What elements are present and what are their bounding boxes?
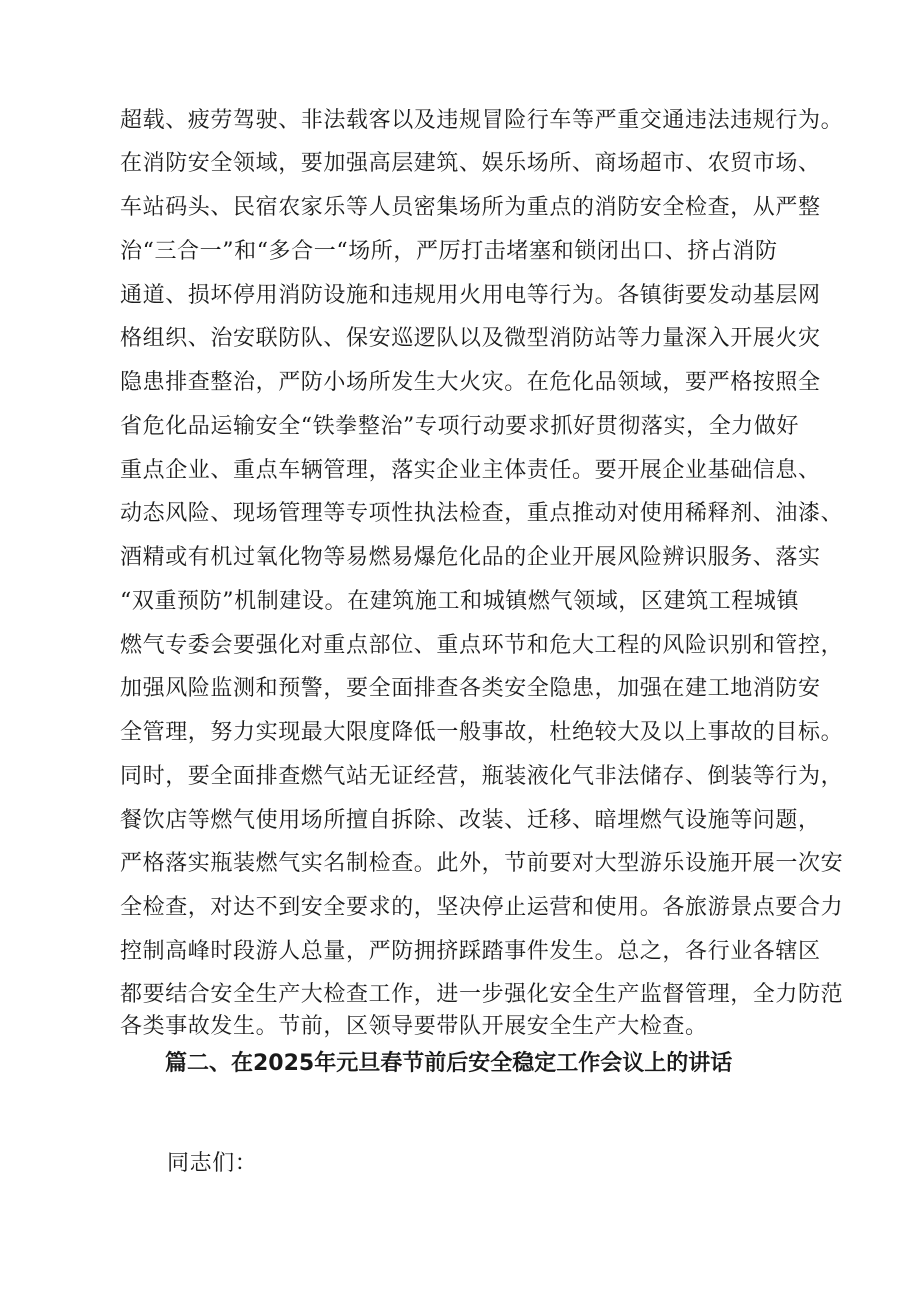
paragraph-line: 全管理，努力实现最大限度降低一般事故，杜绝较大及以上事故的目标。 xyxy=(120,720,844,745)
paragraph-line: 省危化品运输安全“铁拳整治”专项行动要求抓好贯彻落实，全力做好 xyxy=(120,414,800,439)
paragraph-line: 治“三合一”和“多合一“场所，严厉打击堵塞和锁闭出口、挤占消防 xyxy=(120,239,778,264)
paragraph-line: 各类事故发生。节前，区领导要带队开展安全生产大检查。 xyxy=(120,1014,708,1039)
paragraph-line: 燃气专委会要强化对重点部位、重点环节和危大工程的风险识别和管控， xyxy=(120,633,844,658)
paragraph-line: 控制高峰时段游人总量，严防拥挤踩踏事件发生。总之，各行业各辖区 xyxy=(120,939,821,964)
paragraph-line: 格组织、治安联防队、保安巡逻队以及微型消防站等力量深入开展火灾 xyxy=(120,326,821,351)
paragraph-line: “双重预防”机制建设。在建筑施工和城镇燃气领域，区建筑工程城镇 xyxy=(120,589,800,614)
paragraph-line: 通道、损坏停用消防设施和违规用火用电等行为。各镇街要发动基层网 xyxy=(120,283,821,308)
section-heading: 篇二、在2025年元旦春节前后安全稳定工作会议上的讲话 xyxy=(165,1051,733,1076)
paragraph-line: 都要结合安全生产大检查工作，进一步强化安全生产监督管理，全力防范 xyxy=(120,982,844,1007)
paragraph-line: 在消防安全领域，要加强高层建筑、娱乐场所、商场超市、农贸市场、 xyxy=(120,151,821,176)
paragraph-line: 严格落实瓶装燃气实名制检查。此外，节前要对大型游乐设施开展一次安 xyxy=(120,851,844,876)
paragraph-line: 车站码头、民宿农家乐等人员密集场所为重点的消防安全检查，从严整 xyxy=(120,195,821,220)
salutation: 同志们： xyxy=(167,1151,258,1176)
paragraph-line: 加强风险监测和预警，要全面排查各类安全隐患，加强在建工地消防安 xyxy=(120,676,821,701)
paragraph-line: 超载、疲劳驾驶、非法载客以及违规冒险行车等严重交通违法违规行为。 xyxy=(120,108,844,133)
paragraph-line: 动态风险、现场管理等专项性执法检查，重点推动对使用稀释剂、油漆、 xyxy=(120,501,844,526)
paragraph-line: 餐饮店等燃气使用场所擅自拆除、改装、迁移、暗埋燃气设施等问题， xyxy=(120,808,821,833)
paragraph-line: 酒精或有机过氧化物等易燃易爆危化品的企业开展风险辨识服务、落实 xyxy=(120,545,821,570)
paragraph-line: 重点企业、重点车辆管理，落实企业主体责任。要开展企业基础信息、 xyxy=(120,458,821,483)
paragraph-line: 隐患排查整治，严防小场所发生大火灾。在危化品领域，要严格按照全 xyxy=(120,370,821,395)
paragraph-line: 全检查，对达不到安全要求的，坚决停止运营和使用。各旅游景点要合力 xyxy=(120,895,844,920)
paragraph-line: 同时，要全面排查燃气站无证经营，瓶装液化气非法储存、倒装等行为， xyxy=(120,764,844,789)
